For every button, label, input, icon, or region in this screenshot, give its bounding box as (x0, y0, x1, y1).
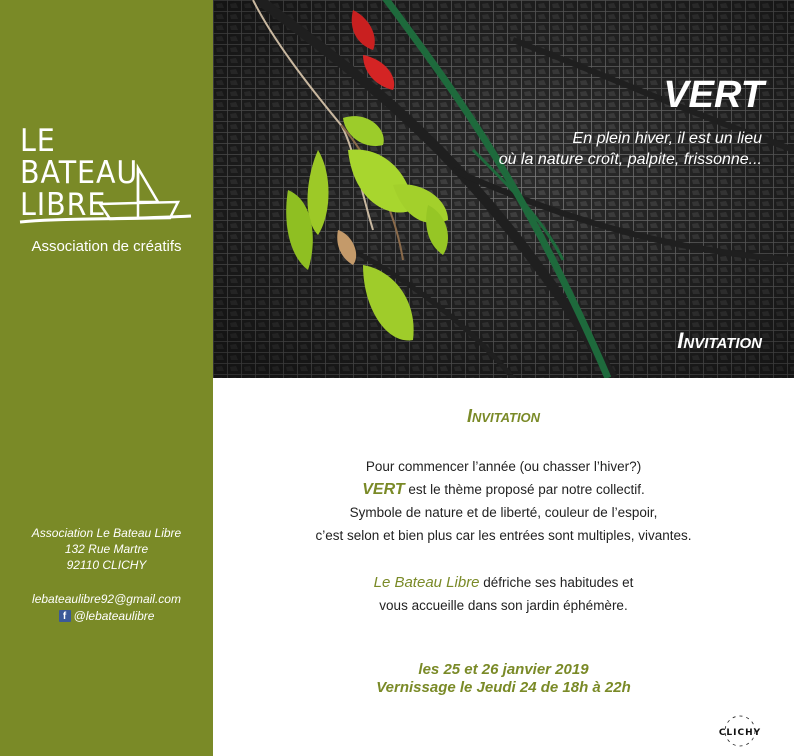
hero-subtitle-line: En plein hiver, il est un lieu (572, 130, 762, 147)
paragraph-line: Pour commencer l’année (ou chasser l’hiver?) (365, 459, 642, 474)
clichy-logo-text: CLICHY (718, 728, 762, 738)
clichy-logo-icon (718, 711, 762, 751)
sidebar (0, 0, 213, 756)
hero-subtitle (462, 128, 762, 170)
leaf-texture-image (213, 0, 794, 378)
paragraph-line: Symbole de nature et de liberté, couleur de l’espoir, (349, 505, 658, 520)
dates-line: les 25 et 26 janvier 2019 (418, 661, 589, 678)
paragraph-line: vous accueille dans son jardin éphémère. (379, 598, 628, 613)
address-line: Association Le Bateau Libre (31, 526, 182, 540)
facebook-handle: @lebateaulibre (73, 609, 155, 623)
logo-line1: LE BATEAU (20, 123, 139, 191)
email-link[interactable]: lebateaulibre92@gmail.com (32, 592, 181, 606)
address-line: 132 Rue Martre (64, 542, 149, 556)
association-name: Le Bateau Libre (373, 574, 480, 591)
hero-banner (213, 0, 794, 378)
hero-invitation-label: Invitation (677, 328, 762, 353)
paragraph-text: défriche ses habitudes et (479, 575, 634, 590)
facebook-link[interactable] (59, 608, 155, 624)
hero-subtitle-line: où la nature croît, palpite, frissonne... (498, 151, 762, 168)
paragraph-line (213, 478, 794, 501)
address-line: 92110 CLICHY (66, 558, 147, 572)
paragraph-line: c’est selon et bien plus car les entrées sont multiples, vivantes. (315, 528, 692, 543)
paragraph-text: est le thème proposé par notre collectif. (404, 482, 645, 497)
address-block (0, 525, 213, 573)
contact-block (0, 591, 213, 624)
facebook-icon: f (59, 610, 71, 622)
vernissage-line: Vernissage le Jeudi 24 de 18h à 22h (376, 679, 631, 696)
logo-line2: LIBRE (20, 187, 107, 223)
paragraph-line (213, 571, 794, 594)
boat-logo-icon (18, 160, 193, 230)
welcome-paragraph (213, 571, 794, 617)
invitation-content (213, 378, 794, 756)
logo-tagline: Association de créatifs (31, 238, 182, 255)
event-dates (213, 661, 794, 697)
theme-word: VERT (362, 481, 405, 498)
content-heading: Invitation (466, 406, 541, 426)
intro-paragraph (213, 455, 794, 547)
hero-title: VERT (663, 74, 764, 116)
